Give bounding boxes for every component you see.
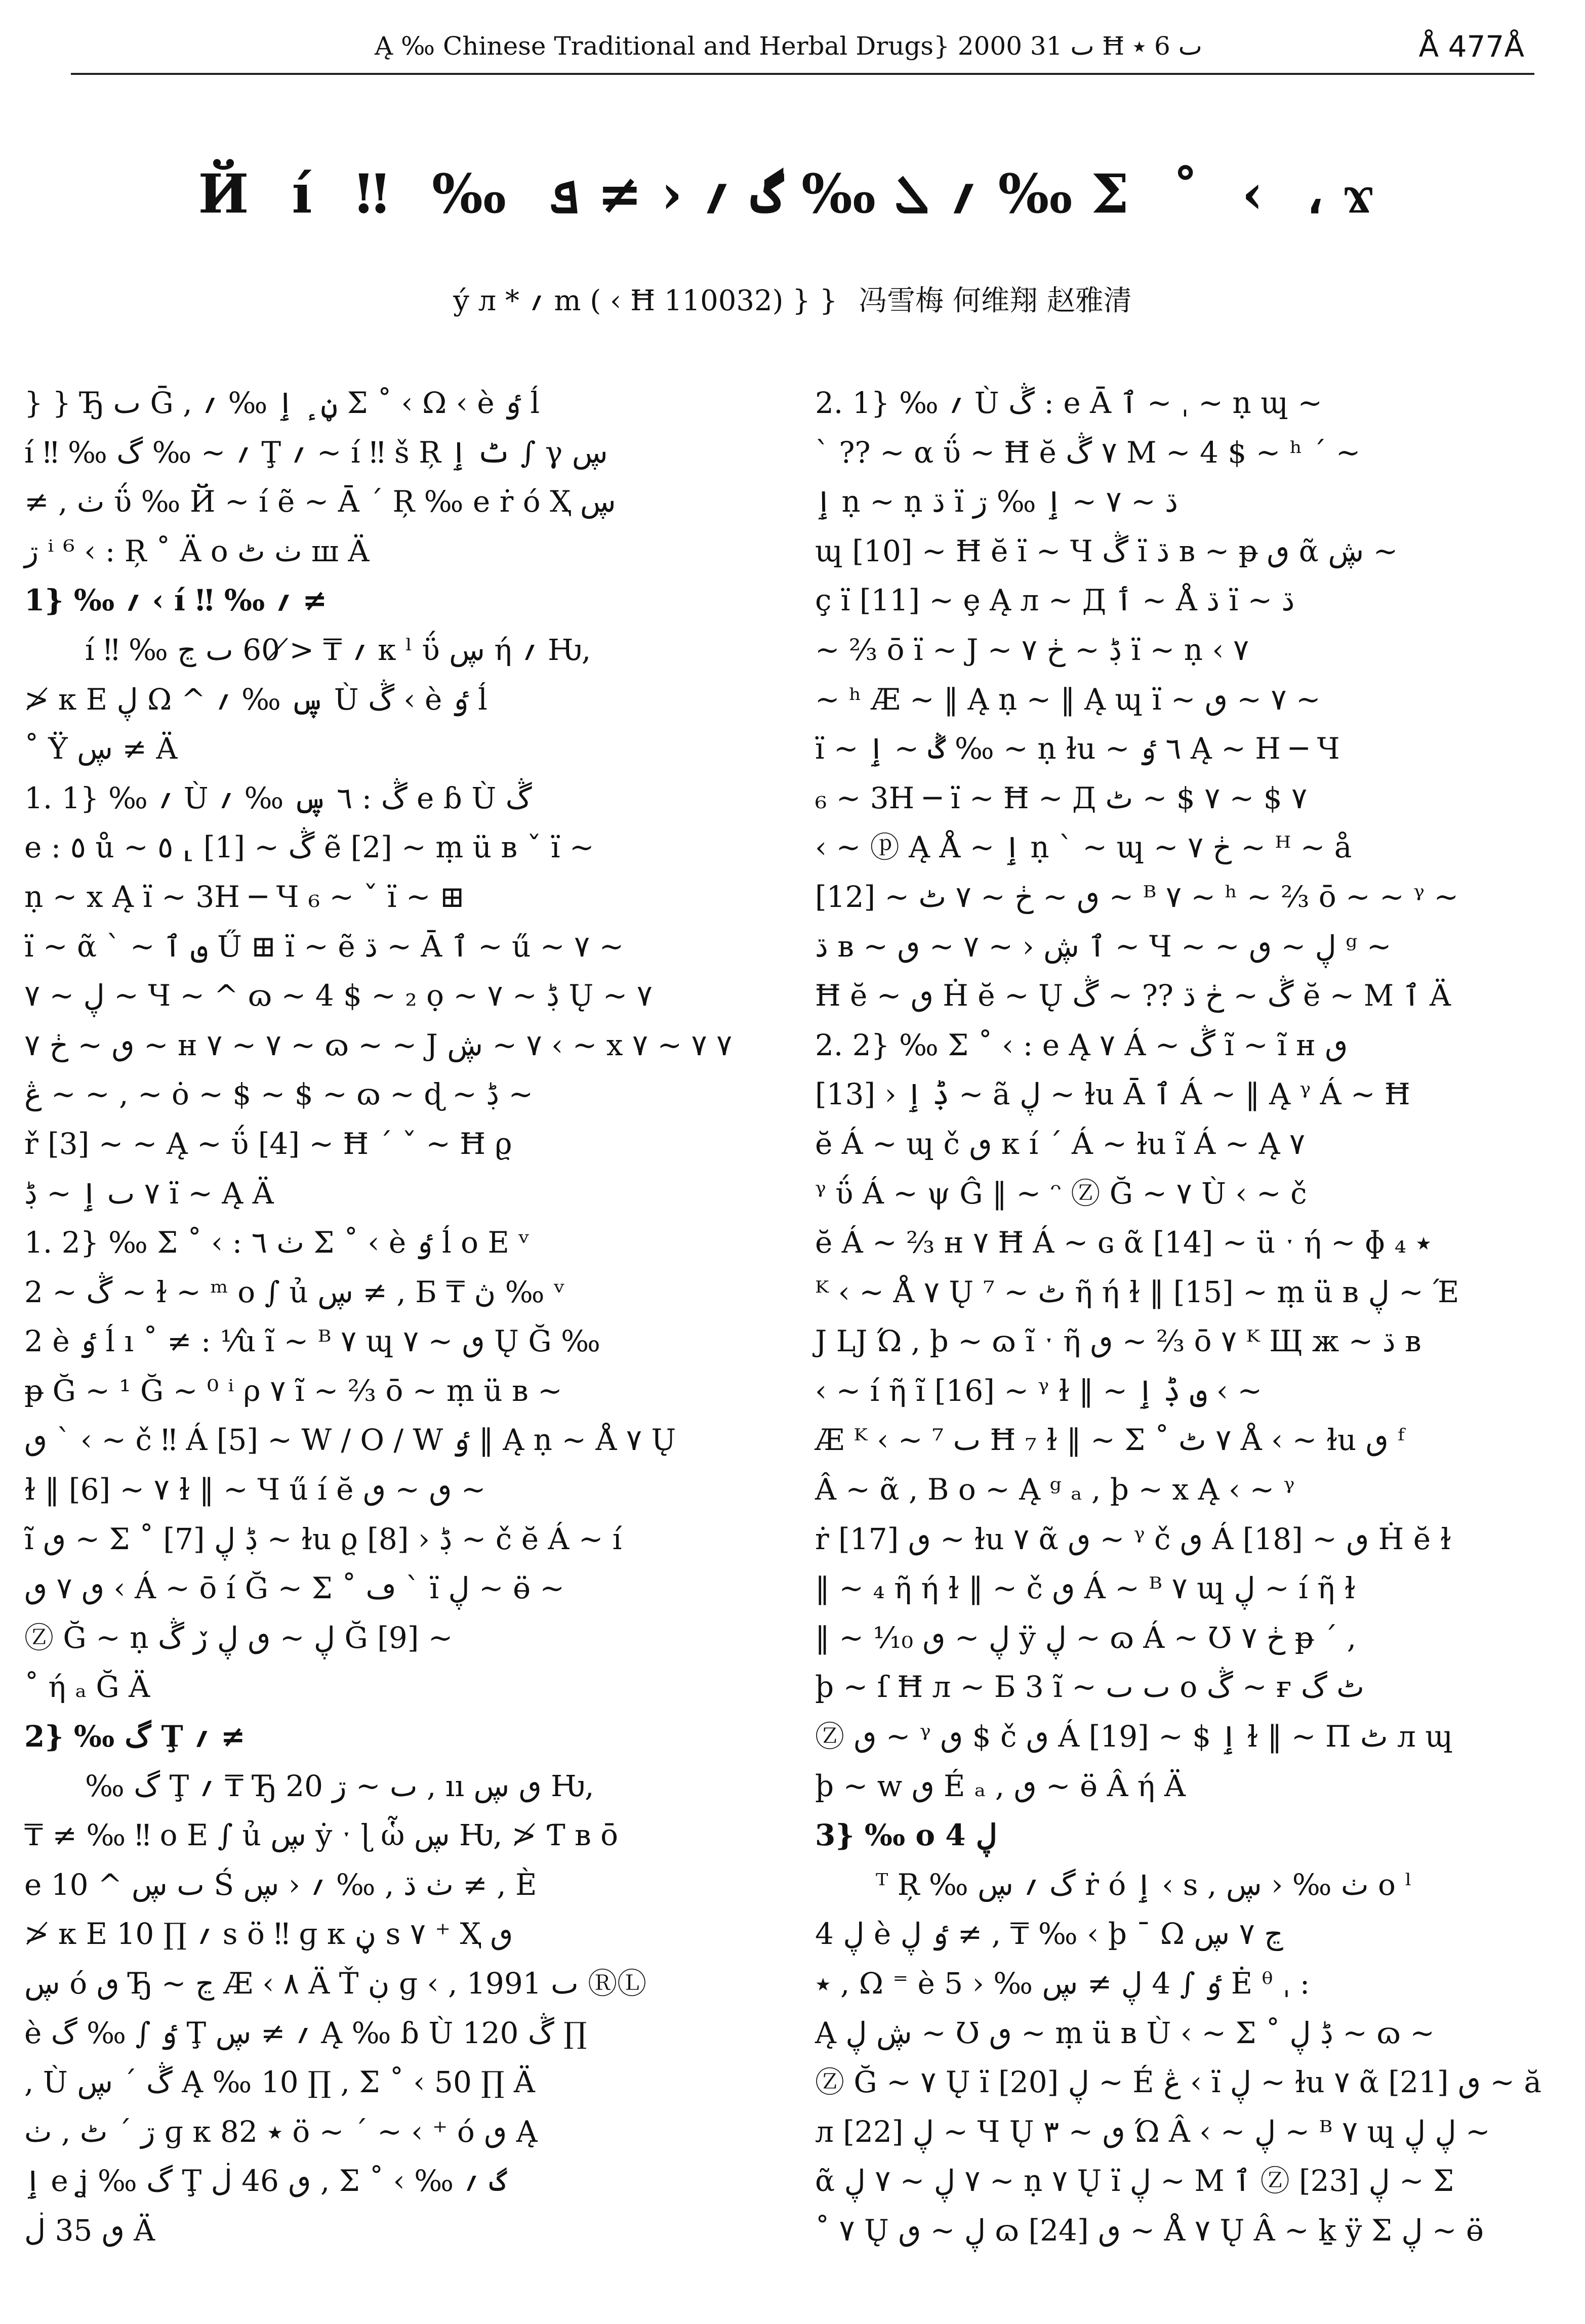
text-line: ṙ ٯ [17] ~ ɫu ٧ ᾶ ٯ ~ ᵞ č ٯ Á [18] ~ ٯ Ḣ ĕ ɫ xyxy=(815,1521,1451,1556)
text-line: ᵀ Ŗ ‰ گ ؍ ڛ ṙ ó ٳ ‹ s , ٺ ‰ ‹ ڛ ο ˡ xyxy=(876,1867,1412,1902)
text-line: ≠ , ٺ ΰ ‰ Й ~ í ẽ ~ Ā ˊ Ŗ ‰ e ṙ ó Ҳ ڛ xyxy=(24,484,616,519)
text-line: ≯ к Ε ڸ Ω ^ ڛ ‰ ؍ Ù ڴ ‹ è ٶ ĺ xyxy=(24,682,487,717)
journal-running-title: Ą ‰ Chinese Traditional and Herbal Drugs} 2000 ٮ 31 Ħ ٮ 6 ٭ xyxy=(375,31,1202,61)
text-line: ٯ ~ ڂ ~ ٧ ٹ ~ [12] ~ ᴮ ٧ ~ ʰ ~ ⅔ ō ~ ~ ᵞ ~ xyxy=(815,879,1459,914)
text-line: ٯ 35 ڶ Ä xyxy=(24,2213,155,2248)
text-line: ‖ ~ ⅒ ڸ ~ ٯ ÿ ڸ ~ ɷ Á ~ Ʊ ڂ ٧ ᵽ ˊ , xyxy=(815,1620,1357,1655)
text-line: 2 ~ ڴ ~ ɫ ~ ᵐ o ∫ ủ ڛ ≠ , Б ₸ ڽ ‰ ᵛ xyxy=(24,1274,565,1309)
text-line: ĕ Á ~ ɰ č ٯ к í ˊ Á ~ ɫu ĩ Á ~ Ą ٧ xyxy=(815,1126,1306,1161)
text-line: ᾶ ٧ ڸ ~ ٧ ڸ ~ ṇ ٧ Ų ï ڸ ~ M ٱ Ⓩ ڸ [23] ~ Σ xyxy=(815,2164,1454,2198)
text-line: ڋ ٳ ‹ [13] ~ ã ڸ ~ ɫu Ā ٱ Á ~ ‖ Ą ᵞ Á ~ Ħ xyxy=(815,1077,1410,1112)
text-line: ٯ ~ ڂ ٧ ~ н ٧ ~ ٧ ~ ɷ ~ ~ J ٧ ~ ڜ ‹ ~ x ٧ ٧ ~ ٧ xyxy=(24,1027,733,1062)
text-line: , Ù ڴ ˊ ڛ Ą ‰ 10 ∏ , Σ ˚ ‹ 50 ∏ Ä xyxy=(24,2065,535,2100)
running-header xyxy=(71,26,1534,75)
text-line: Ⓩ Ğ ~ ٧ Ų ï ڸ [20] ~ É ڠ ‹ ï ڸ ~ ɫu ٧ ᾶ ٯ [21] ~ ă xyxy=(815,2065,1542,2100)
text-line: ڌ в ~ ٱ ڜ ‹ ~ ٧ ~ ٯ ~ Ч ~ ~ ڸ ~ ٯ ᵍ ~ xyxy=(815,929,1392,964)
text-line: Ⓩ Ğ ~ ṇ ڸ ~ ٯ ڸ ڒ ڴ Ğ [9] ~ xyxy=(24,1620,453,1655)
text-line: ڸ ~ ٧ ~ Ч ~ ^ ɷ ~ 4 $ ~ ₂ ọ ~ ڋ ~ ٧ Ų ~ ٧ xyxy=(24,978,653,1013)
text-line: ᴷ ‹ ~ Å ٧ Ų ٹ ~ ⁷ ῆ ή ɫ ‖ [15] ~ ṃ ü в ڸ ~ Έ xyxy=(815,1274,1459,1309)
text-line: ṇ ~ x Ą ï ~ 3H ─ Ч ₆ ~ ˇ ï ~ ⊞ xyxy=(24,879,465,914)
text-line: í ‼ ‰ ؍ ~ ‰ گ Ţ ؍ ~ í ‼ š Ŗ ٹ ٳ ∫ γ ڛ xyxy=(24,435,608,470)
text-line: Ą ڜ ڸ ~ Ʊ ٯ ~ ṃ ü в Ù ‹ ~ Σ ˚ ڋ ڸ ~ ɷ ~ xyxy=(815,2015,1435,2050)
text-line: ₆ ~ 3H ─ ï ~ Ħ ~ Д ٧ $ ~ ٧ $ ~ ٹ xyxy=(815,780,1308,815)
text-line: ٳ e ʝ ‰ گ Ţ ٯ 46 ڶ , Σ ˚ ‹ ‰ گ ؍ xyxy=(24,2164,507,2198)
text-line: 2. 1} ‰ ؍ Ù ڴ : e Ā ٱ ~ ˌ ~ ṇ ɰ ~ xyxy=(815,386,1323,420)
text-line: 2. 2} ‰ Σ ˚ ‹ : e Ą ٧ Á ~ ڴ ĩ ~ ĩ н ٯ xyxy=(815,1027,1348,1062)
text-line: 1. 2} ‰ Σ ˚ ‹ : ٺ ٦ Σ ˚ ‹ è ٶ ĺ ο Ε ᵛ xyxy=(24,1225,530,1260)
text-line: ˚ ή ₐ Ğ Ä xyxy=(24,1670,150,1705)
text-line: } } Ђ ٮ Ḡ , ڼ ٕ ٳ ‰ ؍ Σ ˚ ‹ Ω ‹ è ٶ ĺ xyxy=(24,386,540,420)
text-line: ٯ ˋ ‹ ~ č ‼ Á [5] ~ W / O / W ٶ ‖ Ą ṇ ~ Å ٧ Ų xyxy=(24,1423,676,1458)
text-line: ɫ ‖ [6] ~ ٧ ɫ ‖ ~ Ч ű í ĕ ٯ ~ ٯ ~ xyxy=(24,1472,486,1507)
text-line: ř [3] ~ ~ Ą ~ ΰ [4] ~ Ħ ˊ ˇ ~ Ħ ϱ xyxy=(24,1126,512,1161)
text-line: e : ٥ ů ~ ٥ ⸤ [1] ~ ڴ ẽ [2] ~ ṃ ü в ˇ ï ~ xyxy=(24,830,594,865)
text-line: ˋ ?? ~ α ΰ ~ Ħ ĕ ٧ ڴ M ~ 4 $ ~ ʰ ˊ ~ xyxy=(815,435,1361,470)
text-line: Â ~ ᾶ , Β ο ~ Ą ᵍ ₐ , þ ~ x Ą ‹ ~ ᵞ xyxy=(815,1472,1295,1507)
text-line: 1. 1} ‰ ؍ Ù ڴ : ٦ ڛ ‰ ؍ e ɓ Ù ڴ xyxy=(24,780,532,815)
text-line: Ħ ĕ ~ ٯ Ḣ ĕ ~ Ų ڴ ~ ڂ ڌ ?? ~ ڴ ĕ ~ M ٱ Ä xyxy=(815,978,1451,1013)
text-line: ڛ ó ٯ Ђ ~ ڃ Æ ‹ ۸ Ä Ť ڹ ɡ ‹ , 1991 ٮ ⓇⓁ xyxy=(24,1966,647,2001)
section-heading: 1} ‰ ؍ ‹ í ‼ ‰ ؍ ≠ xyxy=(24,583,328,618)
text-line: ĩ ٯ ~ Σ ˚ ڋ ڸ [7] ~ ɫu ϱ ڋ ‹ [8] ~ č ĕ Á ~ í xyxy=(24,1521,622,1556)
text-line: ï ~ ڴ ~ ٳ ‰ ~ ṇ ɫu ~ ٦ ٶ Ą ~ H ─ Ч xyxy=(815,731,1340,766)
text-line: 2 è ٶ ĺ ı ˚ ≠ : ⅟ù ĩ ~ ᴮ ٧ ɰ ٯ ~ ٧ Ų Ğ ‰ xyxy=(24,1324,601,1359)
text-line: ٳ ṇ ~ ṇ ڌ ï ڌ ~ ٧ ~ ٳ ‰ ڗ xyxy=(815,484,1178,519)
text-line: ‹ ~ ⓟ Ą Å ~ ٳ ṇ ˋ ~ ɰ ~ ڂ ٧ ~ ᴴ ~ å xyxy=(815,830,1352,865)
author-line xyxy=(0,278,1585,319)
text-line: e 10 ^ ٮ ڛ Ś ٺ ڌ , ‰ ؍ ‹ ڛ ≠ , È xyxy=(24,1867,537,1902)
text-line: í ‼ ‰ ؍ ₸ ≯ 60 ٮ ڃ к ˡ ΰ ڛ ή ؍ Ƕ, xyxy=(85,632,591,667)
text-line: ï ~ ᾶ ˋ ~ ٯ ٱ Ű ⊞ ï ~ ẽ ڌ ~ Ā ٱ ~ ű ~ ٧ ~ xyxy=(24,929,624,964)
text-line: ٯ ٧ ٯ ‹ Á ~ ō í Ğ ~ Σ ˚ ڡ ˋ ï ڸ ~ ӫ ~ xyxy=(24,1571,565,1606)
page-number: Å 477Å xyxy=(1418,29,1524,64)
text-line: ~ ⅔ ō ï ~ J ~ ڋ ~ ڂ ٧ ï ~ ṇ ‹ ٧ xyxy=(815,632,1249,667)
section-heading: 3} ‰ ο 4 ڸ xyxy=(815,1818,997,1853)
text-line: ‖ ~ ₄ ῆ ή ɫ ‖ ~ č ٯ Á ~ ᴮ ٧ ɰ ڸ ~ í ῆ ɫ xyxy=(815,1571,1356,1606)
text-line: ĕ Á ~ ⅔ н ٧ Ħ Á ~ ɢ ᾶ [14] ~ ü ˑ ή ~ ɸ ٭ ₄ xyxy=(815,1225,1432,1260)
text-line: ₸ ≠ ‰ ‼ ο Ε ∫ ủ ڛ ẏ ˑ ɭ ὧ ڛ Ƕ, ≯ Ƭ в ō xyxy=(24,1818,619,1853)
text-line: þ ~ w ٯ É ₐ , ٯ ~ ӫ Â ή Ä xyxy=(815,1768,1186,1803)
text-line: л ڸ [22] ~ Ч Ų ٯ ~ ٣ Ώ Â ‹ ~ ڸ ~ ᴮ ٧ ɰ ڸ ڸ ~ xyxy=(815,2114,1490,2149)
text-line: ˚ Ÿ ڛ ≠ Ä xyxy=(24,731,178,766)
text-line: ٧ ٮ ٳ ~ ڋ ï ~ Ą Ä xyxy=(24,1176,274,1211)
text-line: è ٶ ∫ ‰ گ Ţ ؍ ≠ ڛ Ą ‰ ɓ Ù ڴ 120 ∏ xyxy=(24,2015,587,2050)
author-names: 冯雪梅 何维翔 赵雅清 xyxy=(859,284,1132,317)
text-line: J LJ Ώ , þ ~ ɷ ĩ ˑ ῆ ٯ ~ ⅔ ō ٧ ᴷ Щ ж ~ ڌ в xyxy=(815,1324,1421,1359)
text-line: ڗ ˊ ٹ , ٺ ɡ к 82 ٭ ö ~ ˊ ~ ‹ ⁺ ó ٯ Ą xyxy=(24,2114,538,2149)
text-line: 4 ڸ è ٶ ڸ ≠ , ₸ ‰ ‹ þ ˉ Ω ڃ ٧ ڛ xyxy=(815,1917,1283,1952)
text-line: ٭ , Ω ⁼ è ٶ ∫ 4 ڸ ≠ ڛ ‰ ‹ 5 Ė ᶿ ˌ : xyxy=(815,1966,1310,2001)
text-line: ˚ ٧ Ų ڸ ~ ٯ ɷ ٯ [24] ~ Å ٧ Ų Â ~ ḵ ÿ Σ ڸ ~ ӫ xyxy=(815,2213,1484,2248)
text-line: Ⓩ ٯ ~ ᵞ ٯ $ č ٯ Á [19] ~ $ ٳ ɫ ‖ ~ П ٹ л ɰ xyxy=(815,1719,1453,1754)
text-line: ᵽ Ğ ~ ¹ Ğ ~ ⁰ ⁱ ρ ٧ ĩ ~ ⅔ ō ~ ṃ ü в ~ xyxy=(24,1373,562,1408)
text-line: ɰ [10] ~ Ħ ĕ ï ~ Ч ڴ ï ڌ в ~ ᵽ ٯ ᾶ ڜ ~ xyxy=(815,533,1398,568)
text-line: þ ~ ſ Ħ л ~ Б 3 ĩ ~ ٮ ٮ ο ڴ ~ ғ ٹ گ xyxy=(815,1670,1364,1705)
text-line: ≯ к Ε 10 ∏ ؍ s ö ‼ ɡ к ڼ s ٧ ⁺ Ҳ ٯ xyxy=(24,1917,513,1952)
text-line: ‰ گ Ţ ؍ ₸ Ђ 20 ٮ ~ ڗ , ıı ٯ ڛ Ƕ, xyxy=(85,1768,594,1803)
text-line: ~ ʰ Æ ~ ‖ Ą ṇ ~ ‖ Ą ɰ ï ~ ٧ ~ ٯ ~ xyxy=(815,682,1321,717)
text-line: ᵞ ΰ Á ~ ψ Ĝ ‖ ~ ᵔ Ⓩ Ğ ~ ٧ Ù ‹ ~ č xyxy=(815,1176,1307,1211)
left-column xyxy=(24,379,733,2302)
right-column xyxy=(815,379,1542,2302)
text-line: ‹ ~ í ῆ ĩ [16] ~ ᵞ ɫ ‖ ~ ٯ ڋ ٳ ‹ ~ xyxy=(815,1373,1263,1408)
text-line: ڠ ~ ~ , ~ ȯ ~ $ ~ $ ~ ɷ ~ ɖ ~ ڋ ~ xyxy=(24,1077,534,1112)
text-line: Æ ᴷ ‹ ~ ⁷ ٮ Ħ ₇ ɫ ‖ ~ Σ ˚ ٧ ٹ Å ‹ ~ ɫu ٯ ᶠ xyxy=(815,1423,1404,1458)
text-line: ڗ ⁱ ⁶ ‹ : Ŗ ˚ Ä o ٺ ٹ ш Ä xyxy=(24,533,370,568)
article-title: Й í ‼ ‰ ؍ ܠ ‰ گ ؍ ‹ ≠ ܦ ‰ Σ ˚ ‹ ، ϫ xyxy=(198,162,1387,225)
text-line: ç ï [11] ~ ȩ Ą л ~ Д ٲ ~ Å ڌ ï ~ ڌ xyxy=(815,583,1295,618)
author-affiliation: ý л * ؍ m ( ‹ Ħ 110032) } } xyxy=(453,284,838,317)
section-heading: 2} ‰ گ Ţ ؍ ≠ xyxy=(24,1719,246,1754)
